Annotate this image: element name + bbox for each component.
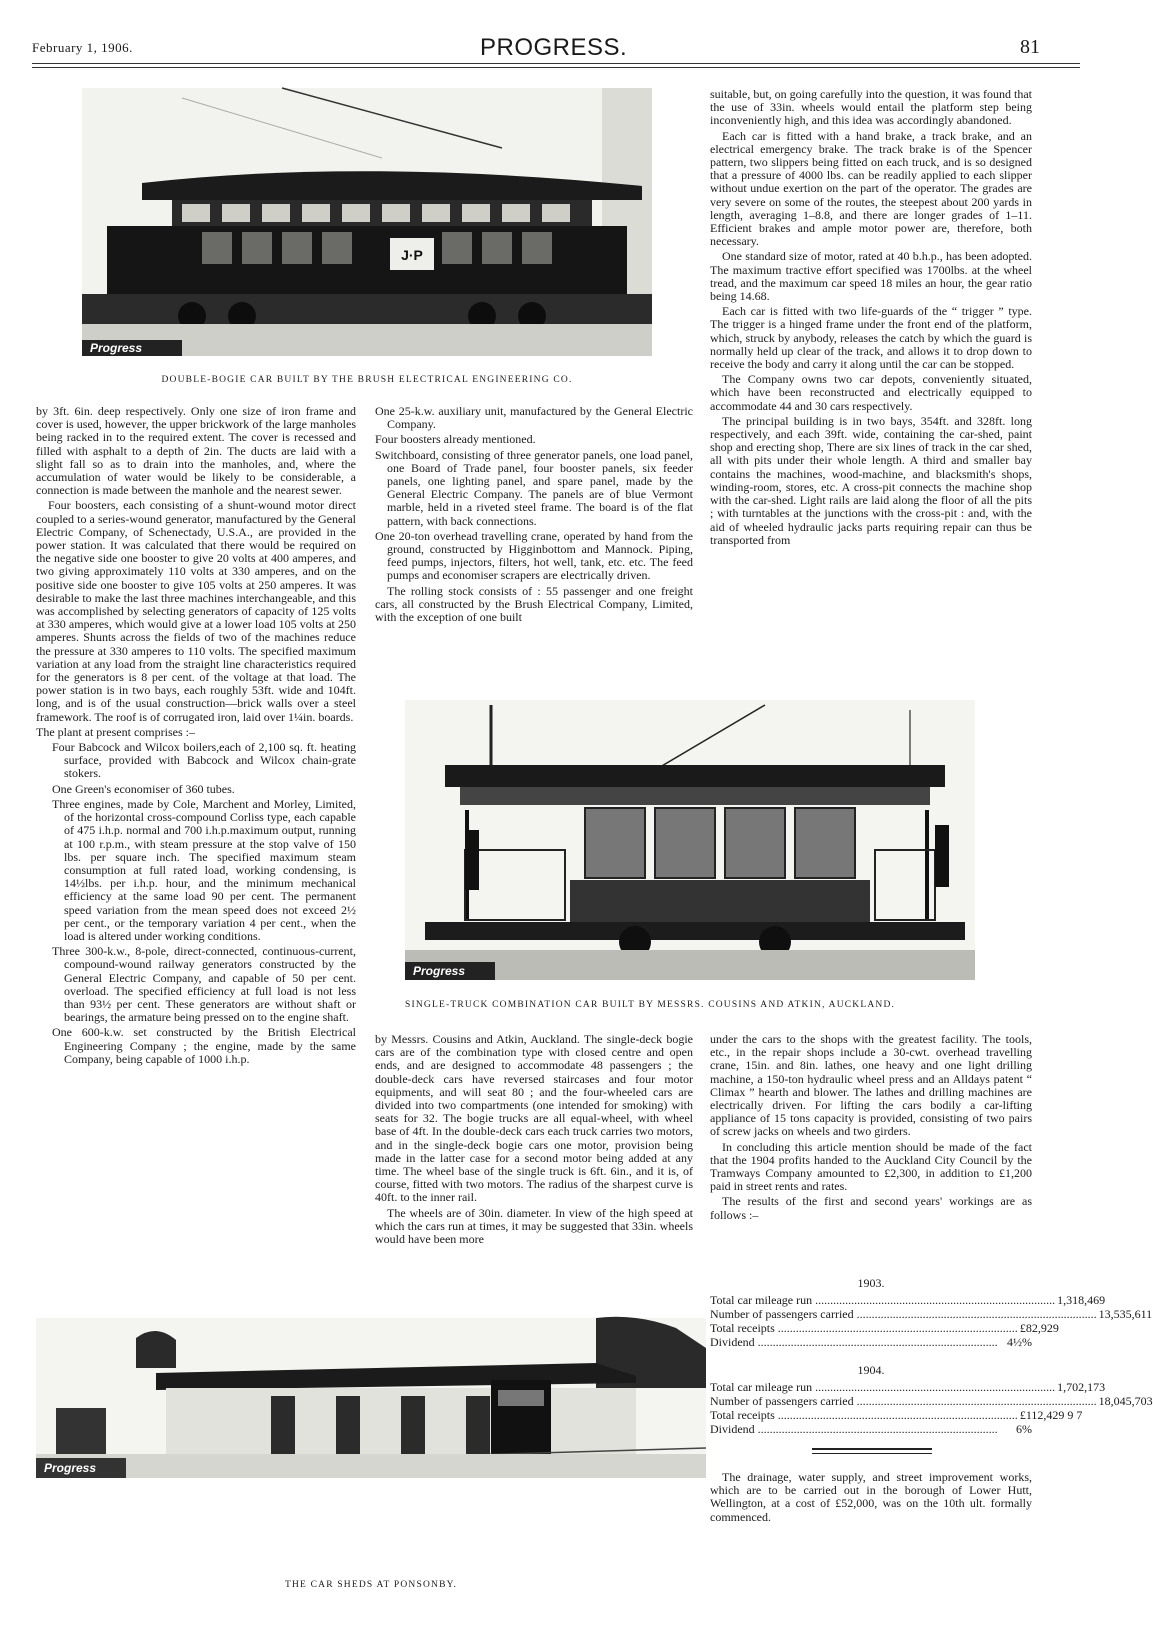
paragraph: The principal building is in two bays, 354ft. and 328ft. long respectively, and each 39ft. wide, containing the car-shed, paint shop and erecting shop, There are six lines of track in the car shed, all with pits under their whole length. A third and smaller bay contains the machines, wood-machine, and blacksmith's shops, winding-room, stores, etc. A cross-pit connects the machine shop with the car-shed. Light rails are laid along the floor of all the pits ; with turntables at the junctions with the cross-pit : and, with the aid of wheeled hydraulic jacks parts requiring repair can thus be transported from [710, 413, 1032, 547]
table-row [710, 1408, 1083, 1422]
plant-item: One 20-ton overhead travelling crane, operated by hand from the ground, constructed by Higginbottom and Mannock. Piping, feed pumps, injectors, filters, hot well, tank, etc. etc. The feed pumps and economiser scrapers are electrically driven. [375, 528, 693, 583]
photo-watermark: Progress [44, 1461, 97, 1475]
table-row [710, 1394, 1153, 1408]
row-value: £112,429 9 7 [1019, 1408, 1083, 1422]
table-row [710, 1307, 1153, 1321]
row-value: 6% [1016, 1422, 1032, 1436]
paragraph: Four boosters, each consisting of a shunt-wound motor direct coupled to a series-wound generator, manufactured by the General Electric Company, of Schenectady, U.S.A., are provided in the power station. It was calculated that there would be required on the negative side one booster to give 20 volts at 400 amperes, and two giving approximately 110 volts at 330 amperes, and on the positive side one booster to give 105 volts at 250 amperes. It was desirable to make the last three machines interchangeable, and this was accomplished by selecting generators of capacity of 125 volts at 330 amperes, which would give at a lower load 105 volts at 250 amperes. Shunts across the fields of two of the machines reduce the pressure at 330 amperes to 110 volts. The specified maximum variation at any load from the straight line characteristics required for the generators is 8 per cent. of the voltage at that load. The power station is in two bays, each roughly 53ft. wide and 104ft. long, and is of the usual construction—brick walls over a steel framework. The roof is of corrugated iron, laid over 1¼in. boards. [36, 498, 356, 724]
paragraph: under the cars to the shops with the greatest facility. The tools, etc., in the repair shops include a 30-cwt. overhead travelling crane, 15in. and 8in. lathes, one heavy and one light drilling machine, a 150-ton hydraulic wheel press and an Alldays patent “ Climax ” hearth and blower. The lathes and drilling machines are electrically driven. For lifting the cars bodily a car-lifting appliance of 15 tons capacity is provided, consisting of two pairs of screw jacks on wheels and two girders. [710, 1032, 1032, 1139]
table-row [710, 1293, 1106, 1307]
results-year: 1903. [857, 1276, 885, 1290]
table-row [710, 1321, 1059, 1335]
paragraph: The plant at present comprises :– [36, 724, 195, 739]
table-row [710, 1380, 1106, 1394]
row-label: Dividend ................................................................................ [710, 1422, 998, 1436]
article-column-right-top [710, 88, 1032, 549]
plant-item: Three engines, made by Cole, Marchent and Morley, Limited, of the horizontal cross-compound Corliss type, each capable of 475 i.h.p. normal and 700 i.h.p.maximum output, running at 100 r.p.m., with steam pressure at the stop valve of 150 lbs. per square inch. The specified maximum steam consumption at full rated load, working condensing, is 14½lbs. per i.h.p. hour, and the minimum mechanical efficiency at the same load 90 per cent. The permanent speed variation from the mean speed does not exceed 2½ per cent., or the temporary variation 4 per cent., when the load is altered under working conditions. [52, 796, 356, 943]
header-rule [32, 63, 1080, 64]
photo-double-bogie-car [82, 88, 652, 356]
table-row [710, 1335, 1032, 1349]
closing-note [710, 1471, 1032, 1526]
plant-item: Four boosters already mentioned. [375, 432, 536, 447]
plant-item: One 600-k.w. set constructed by the British Electrical Engineering Company ; the engine, made by the same Company, being capable of 1000 i.h.p. [52, 1025, 356, 1066]
table-row [710, 1422, 1032, 1436]
figure-caption: DOUBLE-BOGIE CAR BUILT BY THE BRUSH ELECTRICAL ENGINEERING CO. [161, 375, 573, 385]
row-value: £82,929 [1019, 1321, 1059, 1335]
paragraph: The wheels are of 30in. diameter. In view of the high speed at which the cars run at times, it may be suggested that 33in. wheels would have been more [375, 1205, 693, 1247]
row-label: Dividend ................................................................................ [710, 1335, 998, 1349]
article-column-middle-bottom [375, 1033, 693, 1248]
plant-item: Switchboard, consisting of three generator panels, one load panel, one Board of Trade panel, four booster panels, six feeder panels, one lighting panel, and spare panel, made by the General Electric Company. The panels are of blue Vermont marble, held in a riveted steel frame. The board is of the flat pattern, with back connections. [375, 447, 693, 528]
row-label: Total receipts ................................................................................ [710, 1321, 1018, 1335]
photo-car-sheds [36, 1318, 706, 1478]
paragraph: by Messrs. Cousins and Atkin, Auckland. The single-deck bogie cars are of the combination type with closed centre and open ends, and are designed to accommodate 48 passengers ; the double-deck cars have reversed staircases and four motor equipments, and will seat 80 ; and the four-wheeled cars are divided into two compartments (one intended for smoking) with seats for 32. The bogie trucks are all equal-wheel, with wheel base of 4ft. In the double-deck cars each truck carries two motors, and in the single-deck bogie cars one motor, provision being made in the latter case for a second motor being added at any time. The wheel base of the single truck is 6ft. 6in., and it is, of course, fitted with two motors. The radius of the sharpest curve is 40ft. to the inner rail. [375, 1032, 693, 1205]
row-value: 18,045,703 [1098, 1394, 1153, 1408]
paragraph: by 3ft. 6in. deep respectively. Only one size of iron frame and cover is used, however, the upper brickwork of the large manholes being racked in to the required extent. The cover is recessed and filled with asphalt to a depth of 2in. The ducts are laid with a slight fall so as to drain into the manholes, and, where the accumulation of water would be likely to be considerable, a connection is made between the manhole and the nearest sewer. [36, 404, 356, 498]
paragraph: suitable, but, on going carefully into the question, it was found that the use of 33in. wheels would entail the platform step being inconveniently high, and this idea was accordingly abandoned. [710, 87, 1032, 128]
plant-item: One Green's economiser of 360 tubes. [52, 781, 235, 796]
header-rule-thin [32, 67, 1080, 68]
row-label: Number of passengers carried ................................................................................ [710, 1307, 1097, 1321]
row-label: Total car mileage run ................................................................................ [710, 1380, 1056, 1394]
paragraph: The drainage, water supply, and street improvement works, which are to be carried out in the borough of Lower Hutt, Wellington, at a cost of £52,000, was on the 10th ult. formally commenced. [710, 1470, 1032, 1524]
plant-item: Three 300-k.w., 8-pole, direct-connected, continuous-current, compound-wound railway generators constructed by the General Electric Company, and capable of 50 per cent. overload. The specified efficiency at full load is not less than 93½ per cent. These generators are without shaft or bearings, the armature being pressed on to the engine shaft. [52, 944, 356, 1025]
publication-title: PROGRESS. [480, 34, 628, 61]
results-table [710, 1272, 1153, 1436]
photo-watermark: Progress [90, 341, 143, 355]
issue-date: February 1, 1906. [32, 40, 133, 55]
row-value: 4½% [1007, 1335, 1032, 1349]
row-label: Total receipts ................................................................................ [710, 1408, 1018, 1422]
article-column-middle-top [375, 405, 693, 626]
paragraph: Each car is fitted with a hand brake, a track brake, and an electrical emergency brake. The track brake is of the Spencer pattern, two slippers being fitted on each truck, and is so designed that a pressure of 4000 lbs. can be readily applied to each slipper without undue exertion on the part of the operator. The grades are very severe on some of the routes, the steepest about 200 yards in length, averaging 1–8.8, and there are longer grades of 1–11. Efficient brakes and ample motor power are, therefore, both necessary. [710, 128, 1032, 249]
row-label: Total car mileage run ................................................................................ [710, 1293, 1056, 1307]
paragraph: The rolling stock consists of : 55 passenger and one freight cars, all constructed by the Brush Electrical Company, Limited, with the exception of one built [375, 583, 693, 625]
paragraph: One standard size of motor, rated at 40 b.h.p., has been adopted. The maximum tractive effort specified was 1700lbs. at the wheel tread, and the maximum car speed 18 miles an hour, the gear ratio being 14.68. [710, 249, 1032, 304]
article-column-right-bottom [710, 1033, 1032, 1224]
figure-caption: SINGLE-TRUCK COMBINATION CAR BUILT BY MESSRS. COUSINS AND ATKIN, AUCKLAND. [405, 1000, 896, 1010]
paragraph: The Company owns two car depots, conveniently situated, which have been reconstructed and electrically equipped to accommodate 44 and 30 cars respectively. [710, 372, 1032, 413]
row-label: Number of passengers carried ................................................................................ [710, 1394, 1097, 1408]
section-divider [812, 1448, 932, 1450]
paragraph: The results of the first and second years' workings are as follows :– [710, 1194, 1032, 1222]
row-value: 13,535,611 [1098, 1307, 1153, 1321]
photo-watermark: Progress [413, 964, 466, 978]
figure-caption: THE CAR SHEDS AT PONSONBY. [284, 1580, 458, 1590]
paragraph: Each car is fitted with two life-guards of the “ trigger ” type. The trigger is a hinged frame under the front end of the platform, which, struck by anybody, releases the catch by which the guard is normally held up clear of the track, and allows it to drop down to receive the body and carry it along until the car can be stopped. [710, 304, 1032, 372]
paragraph: In concluding this article mention should be made of the fact that the 1904 profits handed to the Auckland City Council by the Tramways Company amounted to £2,300, in addition to £1,200 paid in street rents and rates. [710, 1139, 1032, 1194]
row-value: 1,702,173 [1057, 1380, 1106, 1394]
results-year: 1904. [857, 1363, 885, 1377]
plant-item: One 25-k.w. auxiliary unit, manufactured by the General Electric Company. [375, 404, 693, 432]
article-column-left [36, 405, 356, 1068]
tram-sign: J·P [401, 247, 423, 263]
page-number: 81 [1020, 36, 1040, 58]
row-value: 1,318,469 [1057, 1293, 1106, 1307]
plant-item: Four Babcock and Wilcox boilers,each of 2,100 sq. ft. heating surface, provided with Babcock and Wilcox chain-grate stokers. [52, 740, 356, 781]
photo-single-truck-car [405, 700, 975, 980]
section-divider-thin [812, 1453, 932, 1454]
